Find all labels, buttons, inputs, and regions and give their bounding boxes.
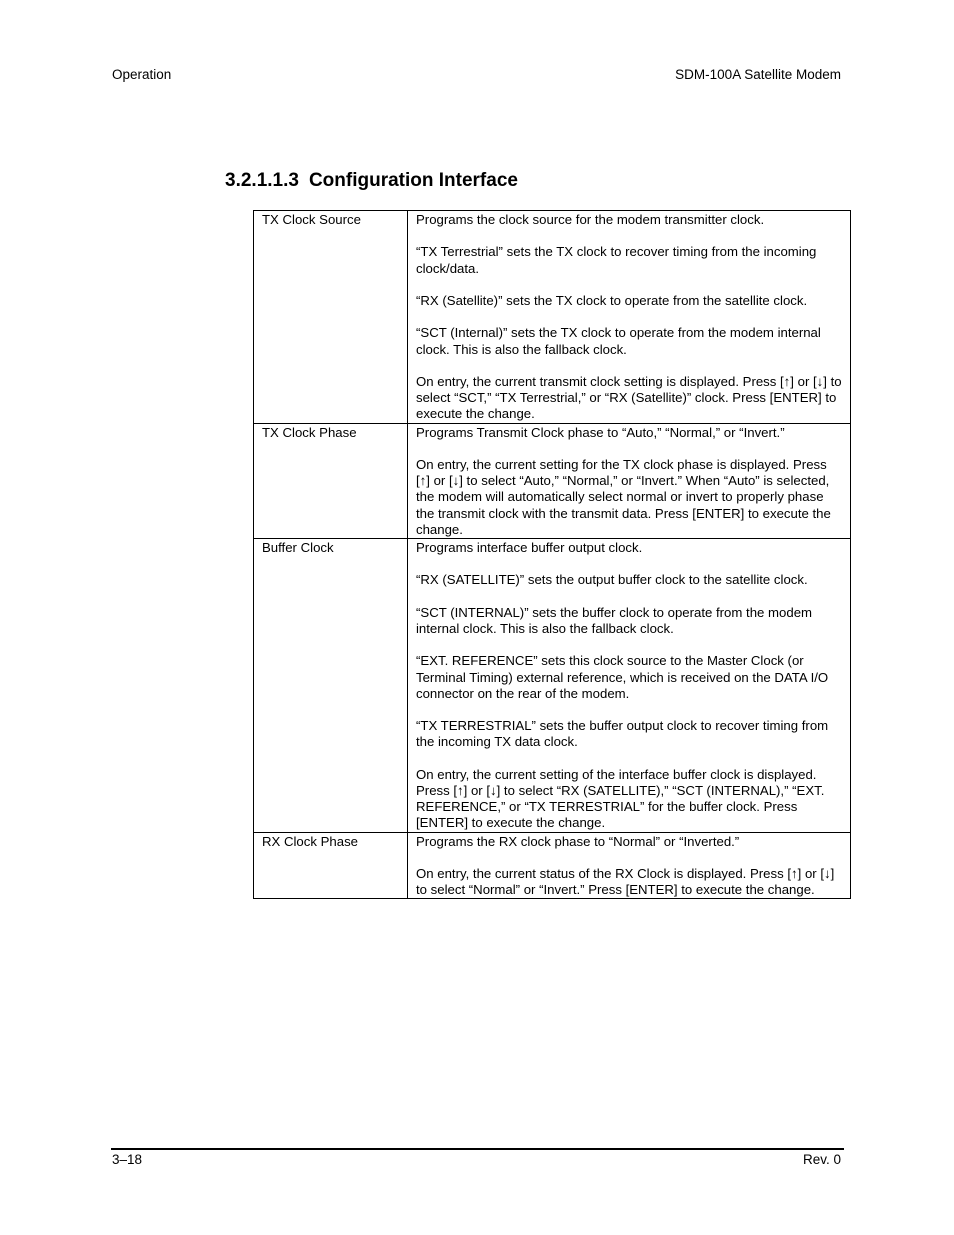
parameter-description	[408, 832, 851, 899]
description-paragraph: “SCT (INTERNAL)” sets the buffer clock to operate from the modem internal clock. This is also the fallback clock.	[416, 604, 813, 636]
description-paragraph: Programs interface buffer output clock.	[416, 539, 643, 555]
description-paragraph: Programs the clock source for the modem transmitter clock.	[416, 212, 765, 227]
revision-label: Rev. 0	[802, 1152, 841, 1167]
table-row	[254, 211, 851, 424]
parameter-description	[408, 423, 851, 538]
description-paragraph: On entry, the current status of the RX Clock is displayed. Press [↑] or [↓] to select “Normal” or “Invert.” Press [ENTER] to execute the change.	[416, 865, 835, 898]
description-paragraph: “RX (Satellite)” sets the TX clock to operate from the satellite clock.	[416, 292, 808, 308]
section-heading	[225, 170, 518, 192]
parameter-name: TX Clock Phase	[254, 423, 408, 538]
description-paragraph: On entry, the current setting for the TX clock phase is displayed. Press [↑] or [↓] to select “Auto,” “Normal,” or “Invert.” When “Auto” is selected, the modem will automatically select normal or invert to properly phase the transmit clock with the transmit data. Press [ENTER] to execute the change.	[416, 456, 831, 537]
parameter-description	[408, 211, 851, 424]
configuration-interface-table	[253, 210, 851, 899]
parameter-name: Buffer Clock	[254, 538, 408, 832]
table-row	[254, 538, 851, 832]
parameter-description	[408, 538, 851, 832]
description-paragraph: Programs the RX clock phase to “Normal” or “Inverted.”	[416, 833, 740, 849]
description-paragraph: “TX TERRESTRIAL” sets the buffer output clock to recover timing from the incoming TX data clock.	[416, 718, 829, 750]
footer-divider	[111, 1148, 844, 1150]
section-number: 3.2.1.1.3	[225, 170, 299, 191]
table-row	[254, 423, 851, 538]
running-header-left: Operation	[112, 67, 172, 82]
description-paragraph: “RX (SATELLITE)” sets the output buffer clock to the satellite clock.	[416, 572, 808, 588]
description-paragraph: On entry, the current transmit clock setting is displayed. Press [↑] or [↓] to select “SCT,” “TX Terrestrial,” or “RX (Satellite)” clock. Press [ENTER] to execute the change.	[416, 373, 842, 422]
running-header-right: SDM-100A Satellite Modem	[675, 67, 841, 82]
description-paragraph: “SCT (Internal)” sets the TX clock to operate from the modem internal clock. This is also the fallback clock.	[416, 325, 821, 357]
description-paragraph: On entry, the current setting of the interface buffer clock is displayed. Press [↑] or [↓] to select “RX (SATELLITE),” “SCT (INTERNAL),” “EXT. REFERENCE,” or “TX TERRESTRIAL” for the buffer clock. Press [ENTER] to execute the change.	[416, 766, 825, 831]
description-paragraph: “TX Terrestrial” sets the TX clock to recover timing from the incoming clock/data.	[416, 244, 817, 276]
section-title: Configuration Interface	[308, 170, 518, 191]
parameter-name: RX Clock Phase	[254, 832, 408, 899]
description-paragraph: “EXT. REFERENCE” sets this clock source to the Master Clock (or Terminal Timing) external reference, which is received on the DATA I/O connector on the rear of the modem.	[416, 653, 829, 701]
description-paragraph: Programs Transmit Clock phase to “Auto,” “Normal,” or “Invert.”	[416, 424, 785, 440]
page-number: 3–18	[112, 1152, 143, 1167]
table-row	[254, 832, 851, 899]
parameter-name: TX Clock Source	[254, 211, 408, 424]
